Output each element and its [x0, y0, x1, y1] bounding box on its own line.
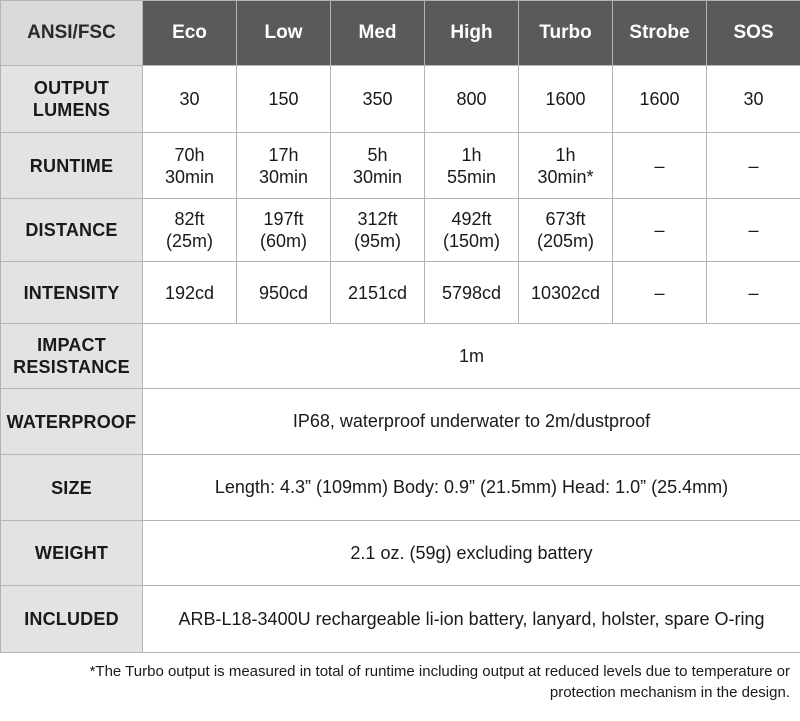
cell-lumens-low: 150	[237, 66, 331, 133]
cell-intensity-med: 2151cd	[331, 262, 425, 324]
footnote-line-1: *The Turbo output is measured in total of runtime including output at reduced levels due to temperature or	[89, 663, 790, 680]
cell-intensity-high: 5798cd	[425, 262, 519, 324]
row-label-runtime: RUNTIME	[1, 133, 143, 199]
cell-included: ARB-L18-3400U rechargeable li-ion battery, lanyard, holster, spare O-ring	[143, 586, 800, 653]
mode-header-eco: Eco	[143, 1, 237, 66]
cell-distance-sos: –	[707, 199, 800, 262]
cell-lumens-sos: 30	[707, 66, 800, 133]
cell-distance-high: 492ft (150m)	[425, 199, 519, 262]
row-included	[1, 586, 800, 653]
cell-distance-strobe: –	[613, 199, 707, 262]
row-label-weight: WEIGHT	[1, 521, 143, 586]
cell-distance-low: 197ft (60m)	[237, 199, 331, 262]
row-label-waterproof: WATERPROOF	[1, 389, 143, 455]
row-label-included: INCLUDED	[1, 586, 143, 653]
cell-distance-turbo: 673ft (205m)	[519, 199, 613, 262]
turbo-footnote	[0, 653, 800, 703]
footnote-line-2: protection mechanism in the design.	[549, 684, 790, 701]
mode-header-med: Med	[331, 1, 425, 66]
cell-runtime-strobe: –	[613, 133, 707, 199]
cell-runtime-med: 5h 30min	[331, 133, 425, 199]
cell-lumens-strobe: 1600	[613, 66, 707, 133]
cell-waterproof: IP68, waterproof underwater to 2m/dustproof	[143, 389, 800, 455]
cell-intensity-strobe: –	[613, 262, 707, 324]
cell-runtime-eco: 70h 30min	[143, 133, 237, 199]
row-weight	[1, 521, 800, 586]
cell-weight: 2.1 oz. (59g) excluding battery	[143, 521, 800, 586]
header-corner-cell: ANSI/FSC	[1, 1, 143, 66]
row-label-intensity: INTENSITY	[1, 262, 143, 324]
row-output-lumens	[1, 66, 800, 133]
cell-intensity-sos: –	[707, 262, 800, 324]
cell-runtime-low: 17h 30min	[237, 133, 331, 199]
cell-distance-med: 312ft (95m)	[331, 199, 425, 262]
row-runtime	[1, 133, 800, 199]
cell-impact-resistance: 1m	[143, 324, 800, 389]
row-distance	[1, 199, 800, 262]
row-label-size: SIZE	[1, 455, 143, 521]
row-impact-resistance	[1, 324, 800, 389]
row-label-output-lumens: OUTPUT LUMENS	[1, 66, 143, 133]
row-intensity	[1, 262, 800, 324]
cell-size: Length: 4.3” (109mm) Body: 0.9” (21.5mm) Head: 1.0” (25.4mm)	[143, 455, 800, 521]
row-label-impact-resistance: IMPACT RESISTANCE	[1, 324, 143, 389]
cell-distance-eco: 82ft (25m)	[143, 199, 237, 262]
mode-header-low: Low	[237, 1, 331, 66]
cell-runtime-sos: –	[707, 133, 800, 199]
cell-lumens-med: 350	[331, 66, 425, 133]
cell-lumens-turbo: 1600	[519, 66, 613, 133]
cell-intensity-turbo: 10302cd	[519, 262, 613, 324]
row-label-distance: DISTANCE	[1, 199, 143, 262]
mode-header-strobe: Strobe	[613, 1, 707, 66]
cell-intensity-low: 950cd	[237, 262, 331, 324]
header-row	[1, 1, 800, 66]
cell-runtime-turbo: 1h 30min*	[519, 133, 613, 199]
mode-header-turbo: Turbo	[519, 1, 613, 66]
row-waterproof	[1, 389, 800, 455]
mode-header-sos: SOS	[707, 1, 800, 66]
cell-runtime-high: 1h 55min	[425, 133, 519, 199]
cell-intensity-eco: 192cd	[143, 262, 237, 324]
cell-lumens-eco: 30	[143, 66, 237, 133]
mode-header-high: High	[425, 1, 519, 66]
cell-lumens-high: 800	[425, 66, 519, 133]
row-size	[1, 455, 800, 521]
